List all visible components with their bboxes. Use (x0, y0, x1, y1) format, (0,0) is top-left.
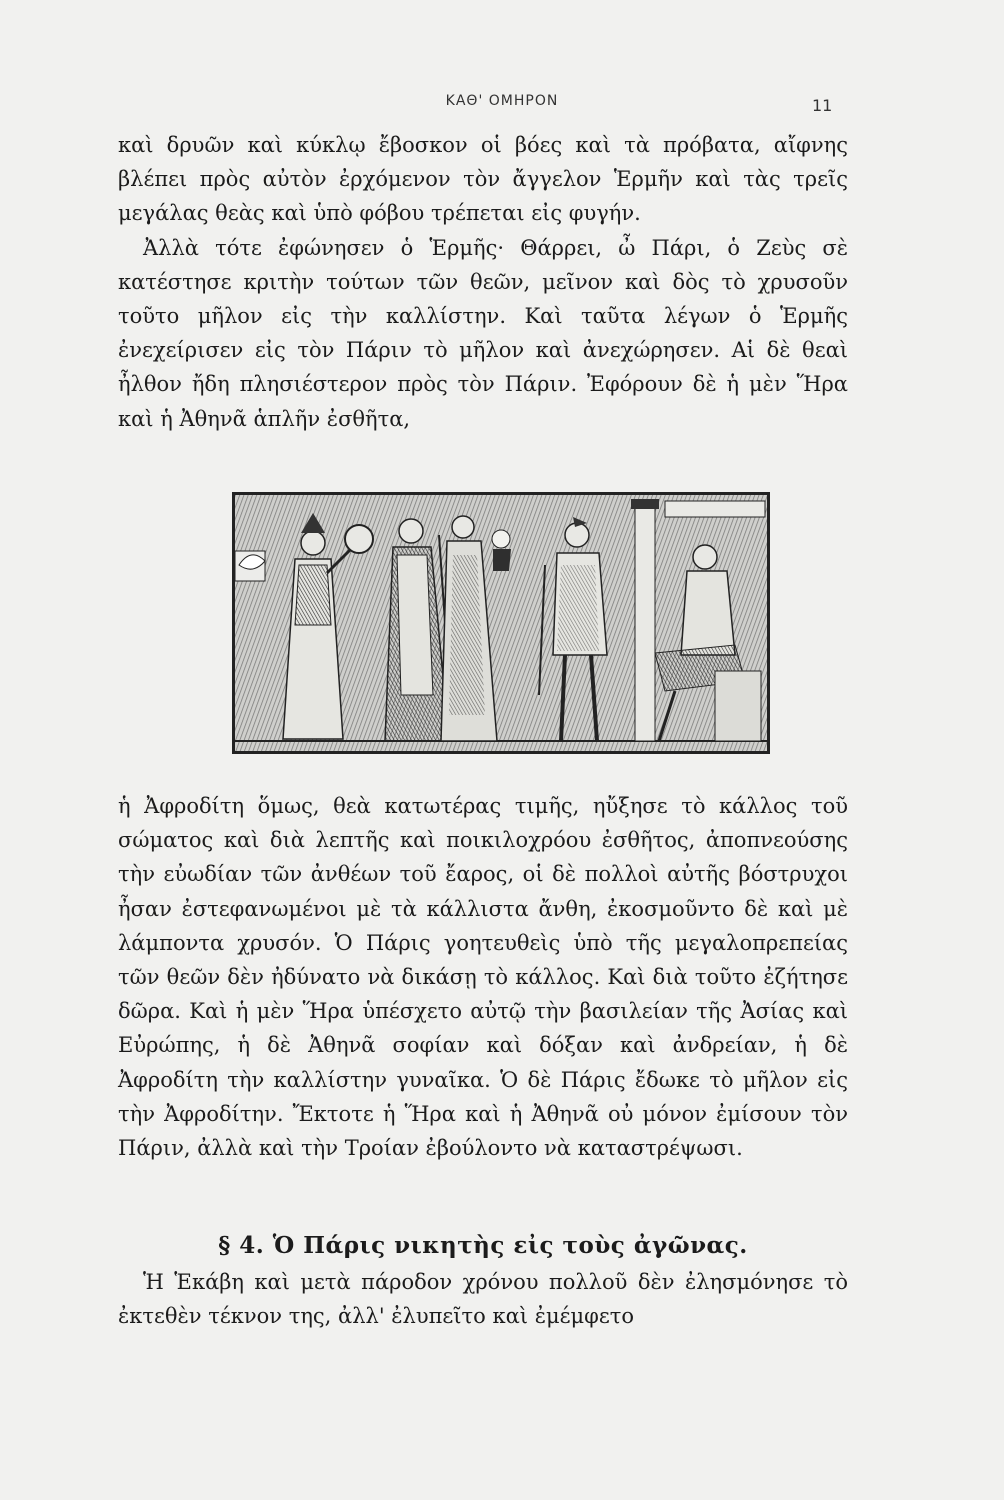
section-heading: § 4. Ὁ Πάρις νικητὴς εἰς τοὺς ἀγῶνας. (218, 1232, 748, 1259)
paragraph: Ἀλλὰ τότε ἐφώνησεν ὁ Ἑρμῆς· Θάρρει, ὦ Πάρι, ὁ Ζεὺς σὲ κατέστησε κριτὴν τούτων τῶν θεῶν, μεῖνον καὶ δὸς τὸ χρυσοῦν τοῦτο μῆλον εἰς τὴν καλλίστην. Καὶ ταῦτα λέγων ὁ Ἑρμῆς ἐνεχείρισεν εἰς τὸν Πάριν τὸ μῆλον καὶ ἀνεχώρησεν. Αἱ δὲ θεαὶ ἦλθον ἤδη πλησιέστερον πρὸς τὸν Πάριν. Ἐφόρουν δὲ ἡ μὲν Ἥρα καὶ ἡ Ἀθηνᾶ ἁπλῆν ἐσθῆτα, (118, 235, 848, 431)
text-block-middle (118, 789, 848, 1165)
paragraph: ἡ Ἀφροδίτη ὅμως, θεὰ κατωτέρας τιμῆς, ηὔξησε τὸ κάλλος τοῦ σώματος καὶ διὰ λεπτῆς καὶ ποικιλοχρόου ἐσθῆτος, ἀποπνεούσης τὴν εὐωδίαν τῶν ἀνθέων τοῦ ἔαρος, οἱ δὲ πολλοὶ αὐτῆς βόστρυχοι ἦσαν ἐστεφανωμένοι μὲ τὰ κάλλιστα ἄνθη, ἐκοσμοῦντο δὲ καὶ μὲ λάμποντα χρυσόν. Ὁ Πάρις γοητευθεὶς ὑπὸ τῆς μεγαλοπρεπείας τῶν θεῶν δὲν ἠδύνατο νὰ δικάσῃ τὸ κάλλος. Καὶ διὰ τοῦτο ἐζήτησε δῶρα. Καὶ ἡ μὲν Ἥρα ὑπέσχετο αὐτῷ τὴν βασιλείαν τῆς Ἀσίας καὶ Εὐρώπης, ἡ δὲ Ἀθηνᾶ σοφίαν καὶ δόξαν καὶ ἀνδρείαν, ἡ δὲ Ἀφροδίτη τὴν καλλίστην γυναῖκα. Ὁ δὲ Πάρις ἔδωκε τὸ μῆλον εἰς τὴν Ἀφροδίτην. Ἔκτοτε ἡ Ἥρα καὶ ἡ Ἀθηνᾶ οὐ μόνον ἐμίσουν τὸν Πάριν, ἀλλὰ καὶ τὴν Τροίαν ἐβούλοντο νὰ καταστρέψωσι. (118, 794, 848, 1161)
judgement-of-paris-engraving (232, 492, 770, 754)
paragraph: Ἡ Ἑκάβη καὶ μετὰ πάροδον χρόνου πολλοῦ δὲν ἐλησμόνησε τὸ ἐκτεθὲν τέκνον της, ἀλλ' ἐλυπεῖτο καὶ ἐμέμφετο (118, 1270, 848, 1329)
text-block-top (118, 128, 848, 436)
figure-bird (235, 551, 265, 581)
running-title: ΚΑΘ' ΟΜΗΡΟΝ (445, 93, 559, 109)
page-number: 11 (812, 96, 833, 115)
engraving-figures (235, 495, 767, 751)
paragraph: καὶ δρυῶν καὶ κύκλῳ ἔβοσκον οἱ βόες καὶ τὰ πρόβατα, αἴφνης βλέπει πρὸς αὐτὸν ἐρχόμενον τὸν ἄγγελον Ἑρμῆν καὶ τὰς τρεῖς μεγάλας θεὰς καὶ ὑπὸ φόβου τρέπεται εἰς φυγήν. (118, 133, 848, 226)
text-block-bottom (118, 1265, 848, 1333)
